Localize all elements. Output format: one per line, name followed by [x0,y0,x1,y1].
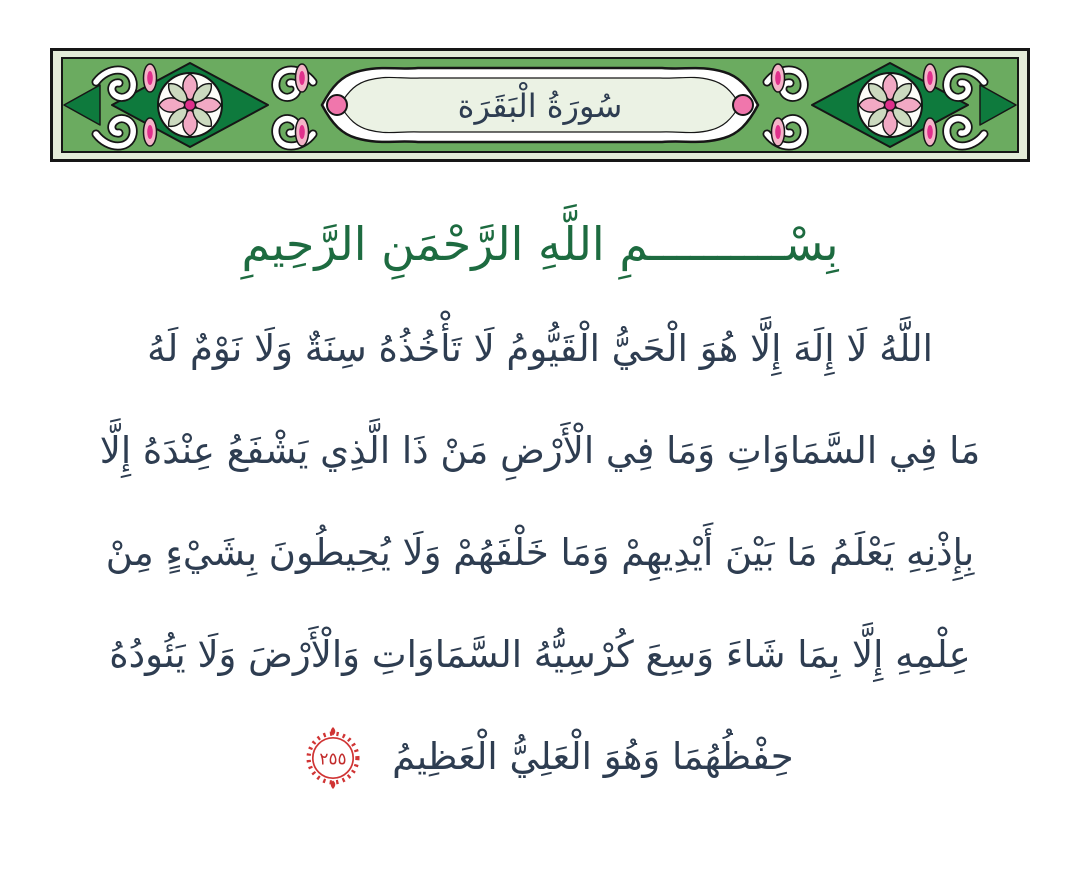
surah-band-ornament [50,48,1030,162]
surah-title: سُورَةُ الْبَقَرَة [457,87,623,125]
ayah-line-3: بِإِذْنِهِ يَعْلَمُ مَا بَيْنَ أَيْدِيهِمْ وَمَا خَلْفَهُمْ وَلَا يُحِيطُونَ بِشَيْءٍ مِنْ [105,531,975,574]
ayah-line-1: اللَّهُ لَا إِلَهَ إِلَّا هُوَ الْحَيُّ الْقَيُّومُ لَا تَأْخُذُهُ سِنَةٌ وَلَا نَوْمٌ لَهُ [147,327,933,370]
cartouche-right-bud [733,95,753,115]
ayah-number-medallion [302,727,364,789]
surah-header-band [50,48,1030,162]
ayah-line-2: مَا فِي السَّمَاوَاتِ وَمَا فِي الْأَرْضِ مَنْ ذَا الَّذِي يَشْفَعُ عِنْدَهُ إِلَّا [99,429,981,472]
surah-title-cartouche [322,68,758,142]
ayah-line-4: عِلْمِهِ إِلَّا بِمَا شَاءَ وَسِعَ كُرْسِيُّهُ السَّمَاوَاتِ وَالْأَرْضَ وَلَا يَئُودُهُ [109,633,971,676]
ayah-line-5 [0,706,1080,808]
cartouche-left-bud [327,95,347,115]
ayah-number: ٢٥٥ [319,748,347,769]
ayah-line-5-text: حِفْظُهُمَا وَهُوَ الْعَلِيُّ الْعَظِيمُ [392,735,794,778]
bismillah-text: بِسْــــــــــمِ اللَّهِ الرَّحْمَنِ الرَّحِيمِ [241,217,839,271]
ayah-text-block [0,298,1080,808]
